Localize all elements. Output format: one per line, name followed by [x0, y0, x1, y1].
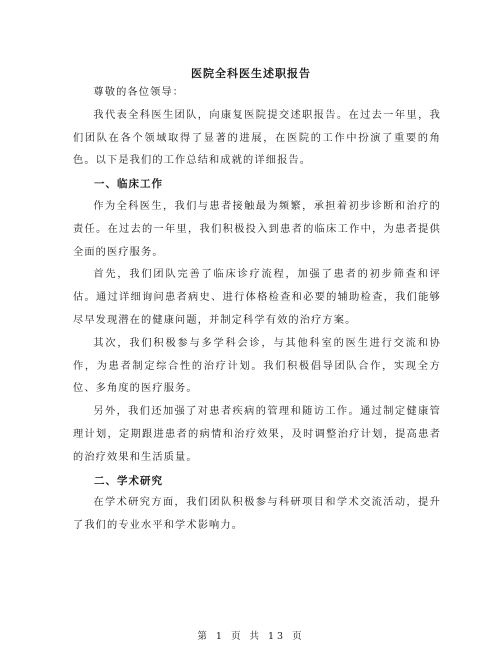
- document-title: 医院全科医生述职报告: [191, 67, 311, 80]
- document-body: [73, 82, 441, 538]
- clinical-paragraph-3: 其次，我们积极参与多学科会诊，与其他科室的医生进行交流和协作，为患者制定综合性的治疗计划。我们积极倡导团队合作，实现全方位、多角度的医疗服务。: [73, 337, 441, 395]
- clinical-paragraph-4: 另外，我们还加强了对患者疾病的管理和随访工作。通过制定健康管理计划，定期跟进患者的病情和治疗效果，及时调整治疗计划，提高患者的治疗效果和生活质量。: [73, 406, 441, 463]
- research-paragraph-1: 在学术研究方面，我们团队积极参与科研项目和学术交流活动，提升了我们的专业水平和学术影响力。: [73, 497, 441, 532]
- clinical-paragraph-2: 首先，我们团队完善了临床诊疗流程，加强了患者的初步筛查和评估。通过详细询问患者病史、进行体格检查和必要的辅助检查，我们能够尽早发现潜在的健康问题，并制定科学有效的治疗方案。: [73, 269, 441, 326]
- section-heading-clinical: 一、临床工作: [94, 178, 163, 191]
- clinical-paragraph-1: 作为全科医生，我们与患者接触最为频繁，承担着初步诊断和治疗的责任。在过去的一年里，我们积极投入到患者的临床工作中，为患者提供全面的医疗服务。: [73, 200, 441, 258]
- page-number-footer: 第 1 页 共 13 页: [197, 631, 305, 642]
- section-heading-research: 二、学术研究: [94, 474, 163, 487]
- salutation: 尊敬的各位领导：: [93, 87, 185, 98]
- intro-paragraph: 我代表全科医生团队，向康复医院提交述职报告。在过去一年里，我们团队在各个领域取得了显著的进展，在医院的工作中扮演了重要的角色。以下是我们的工作总结和成就的详细报告。: [73, 109, 441, 167]
